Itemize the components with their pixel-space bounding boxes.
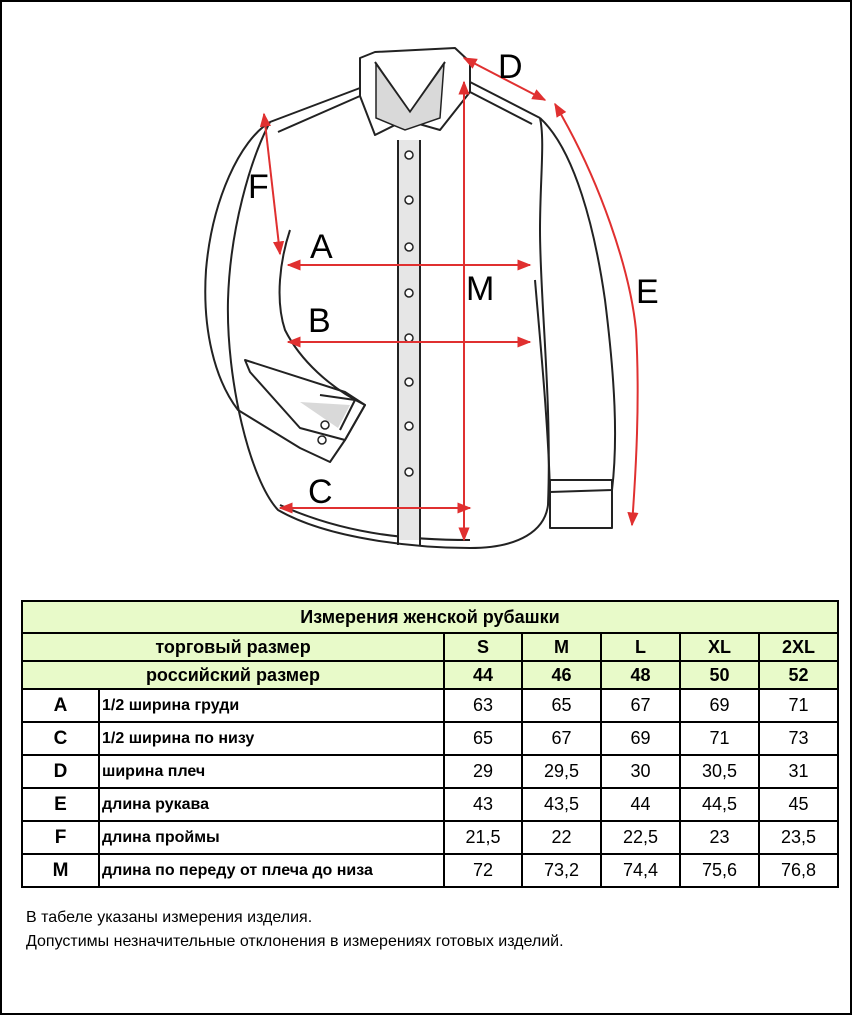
measurement-value: 30,5 xyxy=(680,755,759,788)
measurement-value: 21,5 xyxy=(444,821,522,854)
measurement-name: ширина плеч xyxy=(99,755,444,788)
measurement-value: 45 xyxy=(759,788,838,821)
table-row xyxy=(22,755,838,788)
trade-size-cell: M xyxy=(522,633,601,661)
measurement-value: 29,5 xyxy=(522,755,601,788)
measurement-arrows xyxy=(264,58,638,540)
measurement-code: C xyxy=(22,722,99,755)
size-table xyxy=(21,600,839,888)
label-c: C xyxy=(308,473,333,511)
right-sleeve xyxy=(535,118,615,492)
measurement-value: 69 xyxy=(680,689,759,722)
button xyxy=(405,468,413,476)
button xyxy=(405,289,413,297)
measurement-value: 23 xyxy=(680,821,759,854)
note-line: В табеле указаны измерения изделия. xyxy=(26,909,313,926)
left-cuff xyxy=(245,360,365,440)
measurement-value: 73,2 xyxy=(522,854,601,887)
measurement-value: 65 xyxy=(522,689,601,722)
table-row xyxy=(22,821,838,854)
measurement-value: 22,5 xyxy=(601,821,680,854)
button xyxy=(321,421,329,429)
russian-size-cell: 52 xyxy=(759,661,838,689)
measurement-name: длина по переду от плеча до низа xyxy=(99,854,444,887)
label-e: E xyxy=(636,273,659,311)
russian-size-cell: 44 xyxy=(444,661,522,689)
label-f: F xyxy=(248,168,269,206)
measurement-value: 43,5 xyxy=(522,788,601,821)
measurement-value: 74,4 xyxy=(601,854,680,887)
measurement-name: 1/2 ширина по низу xyxy=(99,722,444,755)
measurement-name: длина рукава xyxy=(99,788,444,821)
table-row xyxy=(22,722,838,755)
measurement-value: 76,8 xyxy=(759,854,838,887)
measurement-value: 75,6 xyxy=(680,854,759,887)
button xyxy=(405,378,413,386)
measurement-value: 44,5 xyxy=(680,788,759,821)
measurement-value: 63 xyxy=(444,689,522,722)
measurement-value: 23,5 xyxy=(759,821,838,854)
label-a: A xyxy=(310,228,333,266)
measurement-code: D xyxy=(22,755,99,788)
arrow-e xyxy=(555,104,638,525)
measurement-name: длина проймы xyxy=(99,821,444,854)
measurement-value: 44 xyxy=(601,788,680,821)
label-b: B xyxy=(308,302,331,340)
notes xyxy=(26,906,564,954)
trade-size-cell: L xyxy=(601,633,680,661)
measurement-value: 72 xyxy=(444,854,522,887)
button xyxy=(405,151,413,159)
button xyxy=(405,196,413,204)
measurement-value: 65 xyxy=(444,722,522,755)
russian-size-cell: 46 xyxy=(522,661,601,689)
right-cuff xyxy=(550,480,612,528)
table-title: Измерения женской рубашки xyxy=(22,601,838,633)
button xyxy=(405,334,413,342)
measurement-value: 71 xyxy=(680,722,759,755)
button xyxy=(405,422,413,430)
trade-size-cell: S xyxy=(444,633,522,661)
measurement-value: 67 xyxy=(601,689,680,722)
measurement-value: 30 xyxy=(601,755,680,788)
measurement-code: E xyxy=(22,788,99,821)
measurement-code: M xyxy=(22,854,99,887)
label-d: D xyxy=(498,48,523,86)
measurement-code: A xyxy=(22,689,99,722)
measurement-value: 29 xyxy=(444,755,522,788)
note-line: Допустимы незначительные отклонения в измерениях готовых изделий. xyxy=(26,933,564,950)
table-row xyxy=(22,689,838,722)
measurement-value: 67 xyxy=(522,722,601,755)
measurement-value: 43 xyxy=(444,788,522,821)
russian-size-cell: 48 xyxy=(601,661,680,689)
measurement-value: 31 xyxy=(759,755,838,788)
trade-size-row xyxy=(22,633,838,661)
trade-size-cell: XL xyxy=(680,633,759,661)
trade-size-label: торговый размер xyxy=(22,633,444,661)
measurement-value: 69 xyxy=(601,722,680,755)
russian-size-cell: 50 xyxy=(680,661,759,689)
trade-size-cell: 2XL xyxy=(759,633,838,661)
russian-size-row xyxy=(22,661,838,689)
button xyxy=(318,436,326,444)
measurement-value: 73 xyxy=(759,722,838,755)
table-row xyxy=(22,788,838,821)
button xyxy=(405,243,413,251)
measurement-value: 22 xyxy=(522,821,601,854)
measurement-code: F xyxy=(22,821,99,854)
label-m: M xyxy=(466,270,495,308)
table-row xyxy=(22,854,838,887)
shirt-body-outline xyxy=(228,118,549,548)
measurement-name: 1/2 ширина груди xyxy=(99,689,444,722)
measurement-value: 71 xyxy=(759,689,838,722)
russian-size-label: российский размер xyxy=(22,661,444,689)
